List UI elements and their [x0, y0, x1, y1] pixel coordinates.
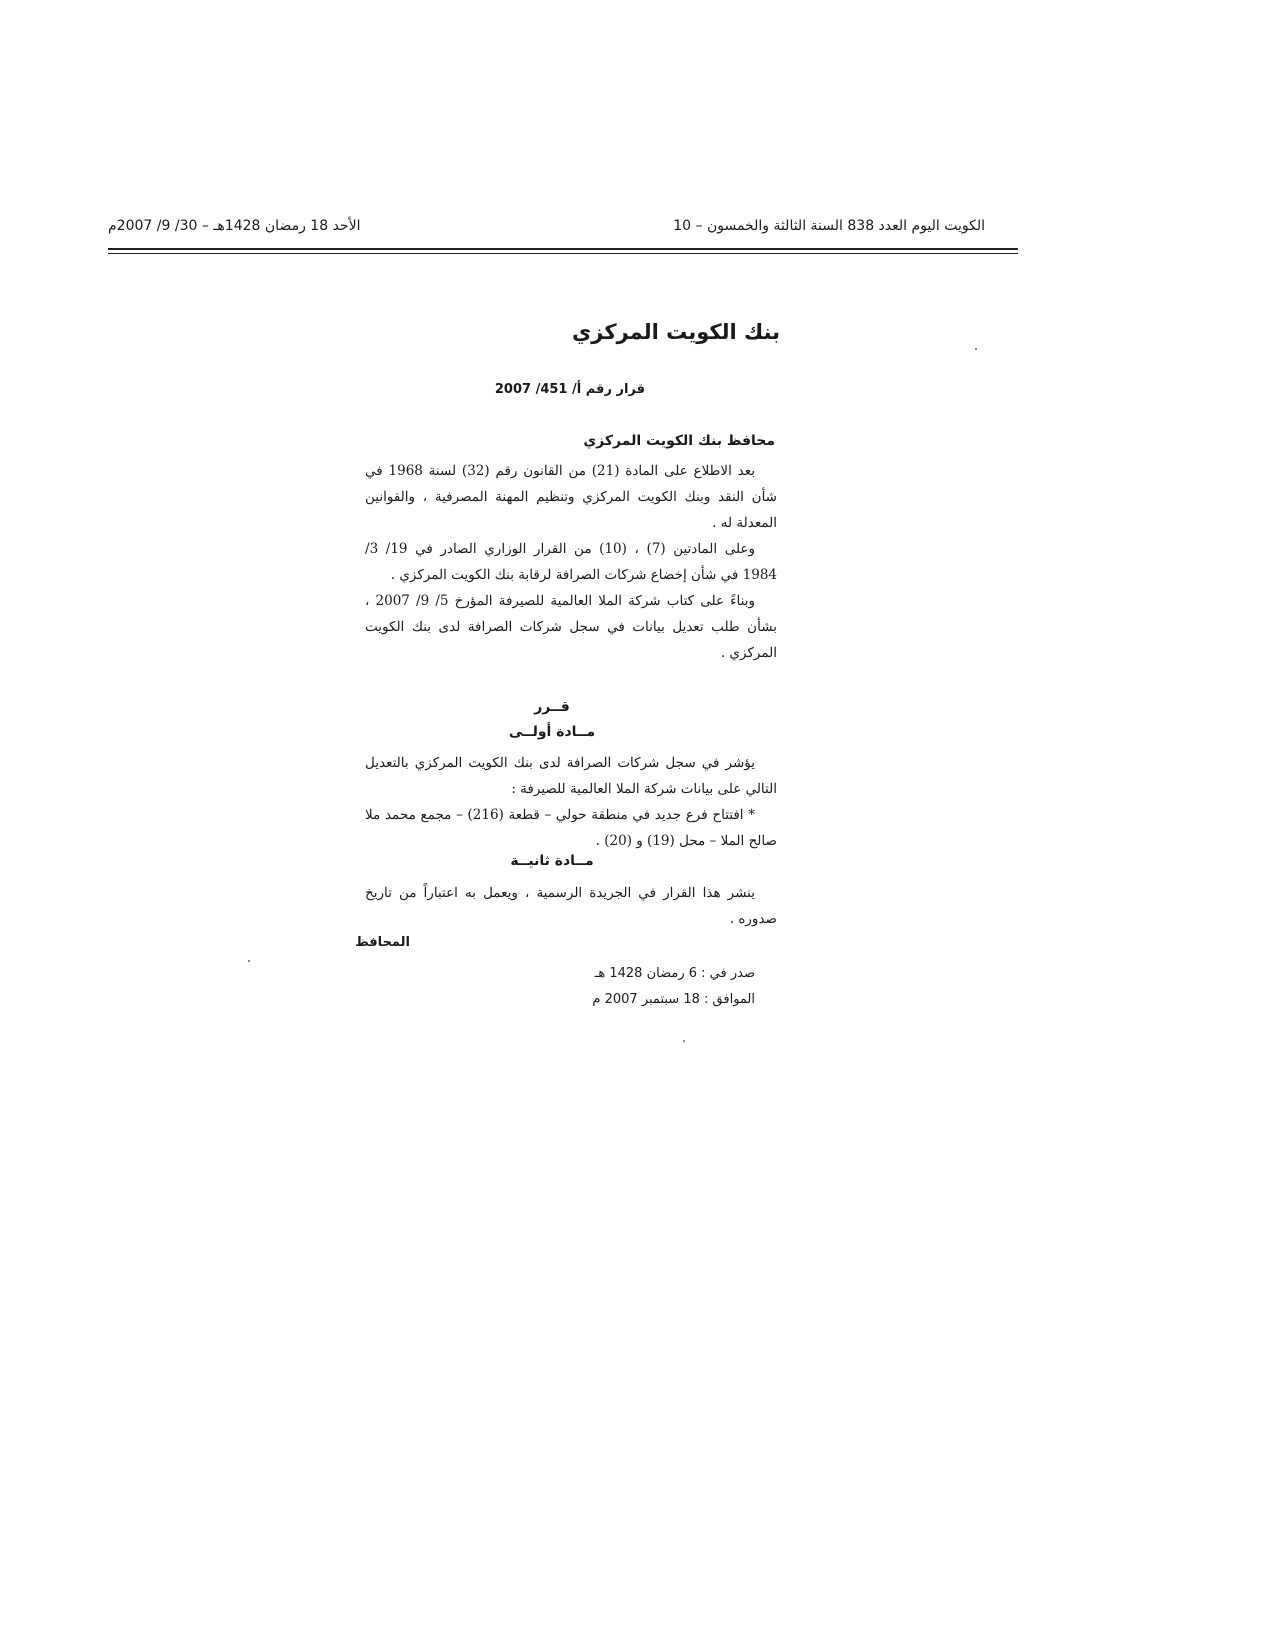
preamble-paragraph: وعلى المادتين (7) ، (10) من القرار الوزاري الصادر في 19/ 3/ 1984 في شأن إخضاع شركات الصرافة لرقابة بنك الكويت المركزي .	[365, 541, 777, 583]
issue-date-hijri: صدر في : 6 رمضان 1428 هـ	[594, 966, 755, 981]
article-one-heading: مــادة أولــى	[508, 724, 596, 740]
article-two-body	[365, 880, 777, 932]
bank-title: بنك الكويت المركزي	[572, 320, 780, 344]
scan-speck	[248, 960, 250, 962]
article-one-body	[365, 750, 777, 854]
running-header-date: الأحد 18 رمضان 1428هـ – 30/ 9/ 2007م	[108, 218, 361, 234]
issuer-heading: محافظ بنك الكويت المركزي	[583, 433, 775, 449]
signatory: المحافظ	[355, 935, 410, 950]
scan-speck	[975, 348, 977, 350]
article-paragraph: يؤشر في سجل شركات الصرافة لدى بنك الكويت المركزي بالتعديل التالي على بيانات شركة الملا العالمية للصيرفة :	[365, 755, 777, 797]
scan-speck	[683, 1040, 685, 1042]
issue-date-gregorian: الموافق : 18 سبتمبر 2007 م	[592, 992, 755, 1007]
header-rule-thick	[108, 248, 1018, 250]
header-rule-thin	[108, 253, 1018, 254]
article-paragraph: * افتتاح فرع جديد في منطقة حولي – قطعة (216) – مجمع محمد ملا صالح الملا – محل (19) و (20) .	[365, 807, 777, 849]
preamble-paragraph: وبناءً على كتاب شركة الملا العالمية للصيرفة المؤرخ 5/ 9/ 2007 ، بشأن طلب تعديل بيانات في سجل شركات الصرافة لدى بنك الكويت المركزي .	[365, 593, 777, 661]
decree-number: قرار رقم أ/ 451/ 2007	[494, 382, 645, 397]
article-paragraph: ينشر هذا القرار في الجريدة الرسمية ، ويعمل به اعتباراً من تاريخ صدوره .	[365, 885, 777, 927]
running-header-issue: الكويت اليوم العدد 838 السنة الثالثة والخمسون – 10	[673, 218, 985, 234]
article-two-heading: مــادة ثانيــة	[510, 853, 594, 869]
preamble	[365, 458, 777, 666]
preamble-paragraph: بعد الاطلاع على المادة (21) من القانون رقم (32) لسنة 1968 في شأن النقد وبنك الكويت المركزي وتنظيم المهنة المصرفية ، والقوانين المعدلة له .	[365, 463, 777, 531]
decided-heading: قــرر	[534, 699, 570, 715]
